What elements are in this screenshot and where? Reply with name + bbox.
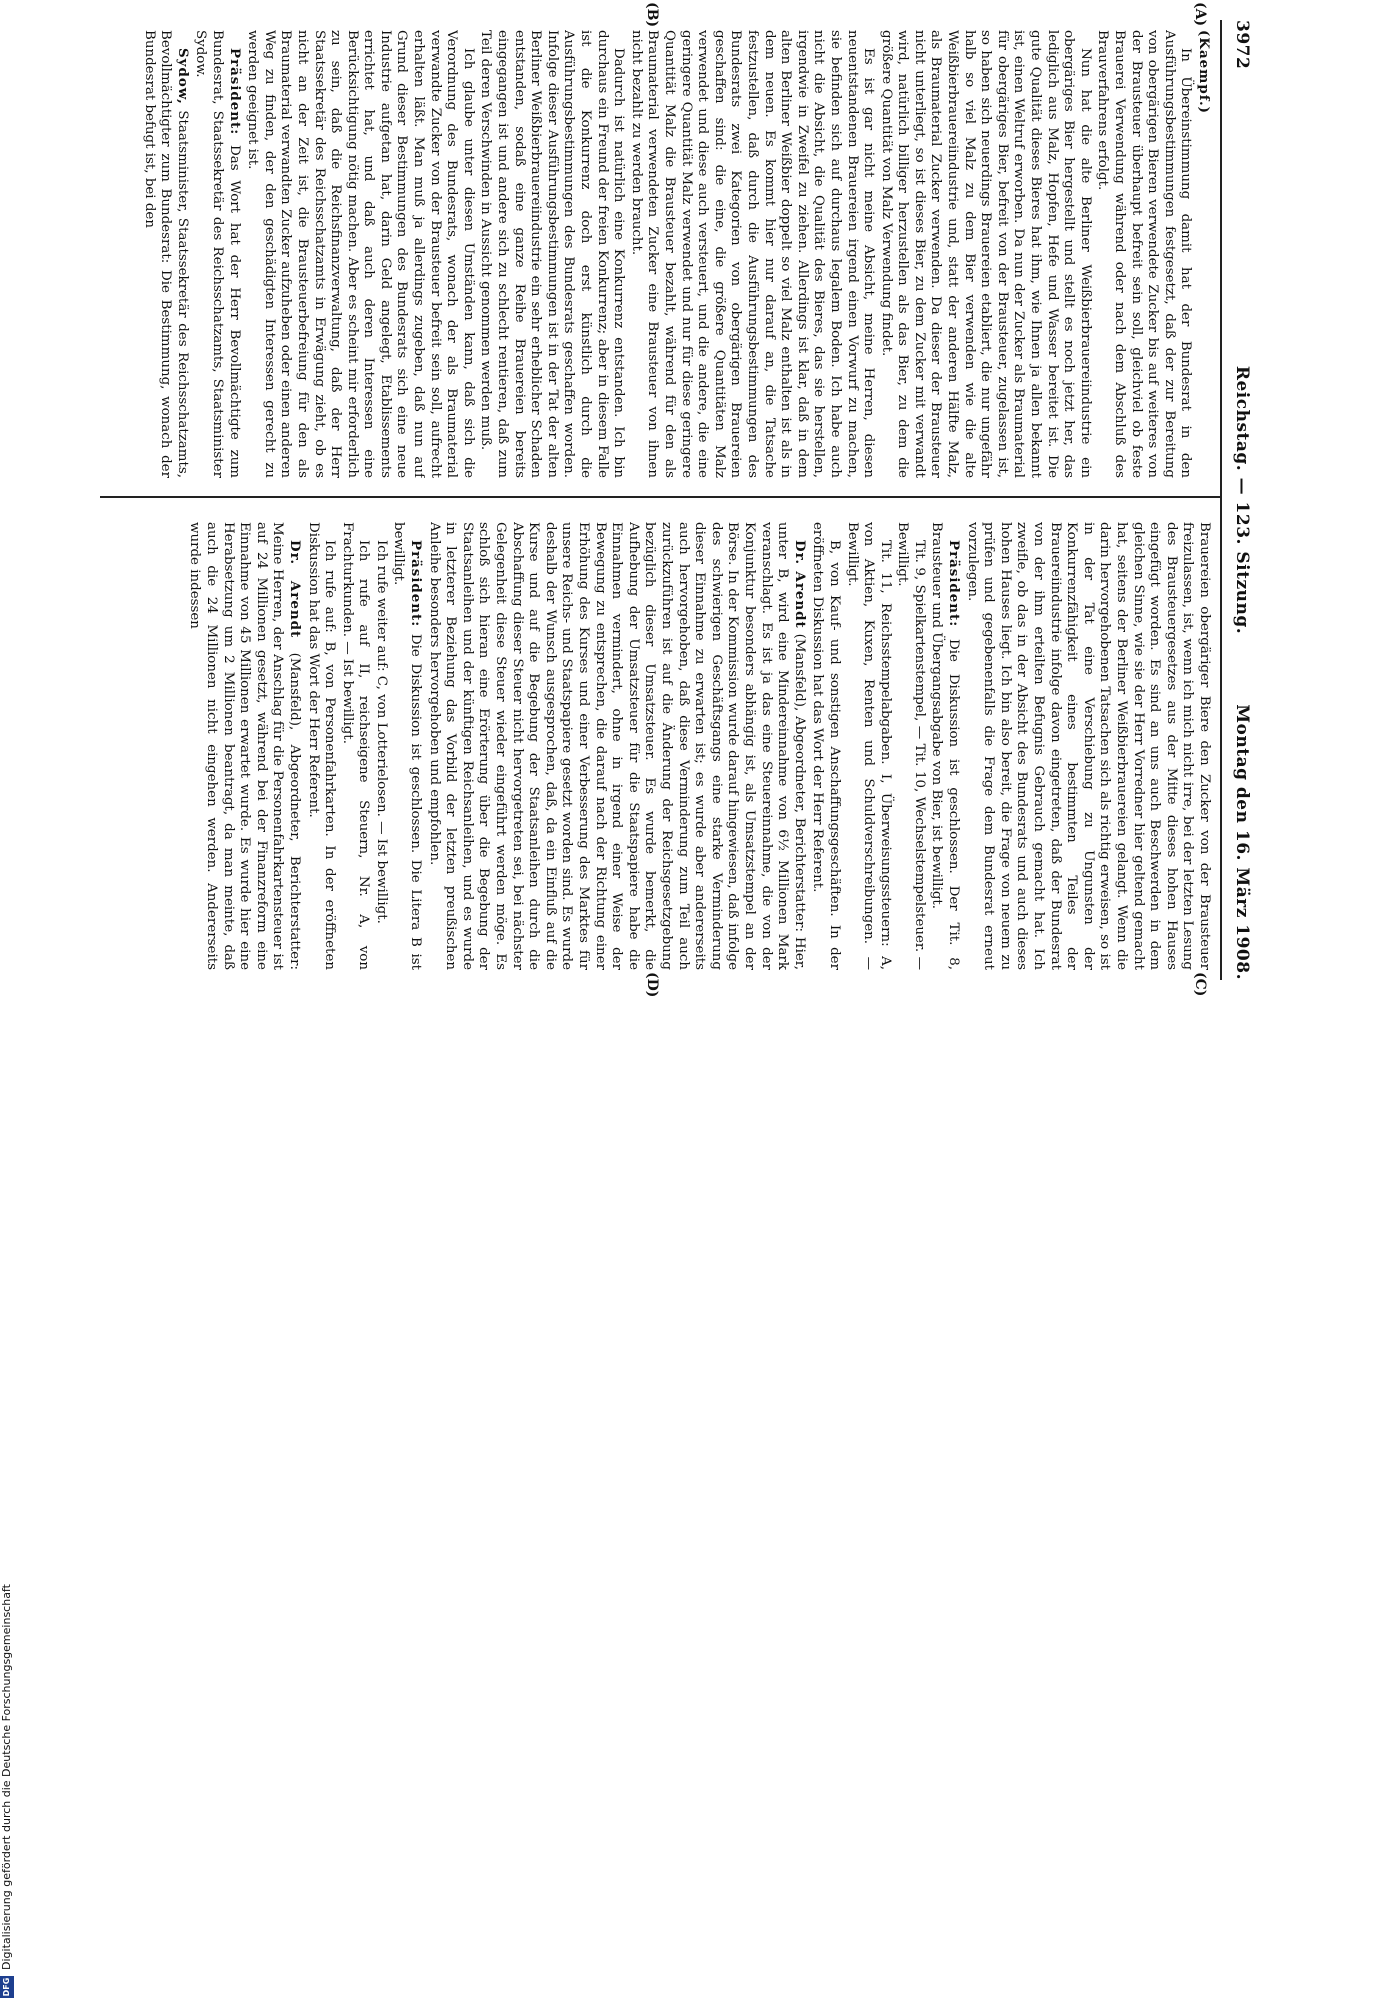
paragraph <box>140 30 191 478</box>
paragraph <box>186 522 303 970</box>
header-rule <box>1220 20 1222 980</box>
speaker-name: Präsident: <box>408 540 425 628</box>
paragraph <box>894 522 927 970</box>
speaker-name: Präsident: <box>946 540 963 628</box>
speaker-note <box>1194 30 1212 478</box>
paragraph <box>338 522 371 970</box>
paragraph-text: Die Diskussion ist geschlossen. Der Tit. 8, Brausteuer und Übergangsabgabe von Bier, ist bewilligt. <box>929 522 962 970</box>
session-title: Reichstag. — 123. Sitzung. <box>1232 365 1252 635</box>
paragraph-text: Ich rufe auf II, reichseigene Steuern, Nr. A, von Frachturkunden. — Ist bewilligt. <box>339 522 372 970</box>
paragraph <box>304 522 337 970</box>
paragraph <box>477 30 626 478</box>
page-number: 3972 <box>1232 20 1252 70</box>
paragraph-text: Staatsminister, Staatssekretär des Reichsschatzamts, Bevollmächtigter zum Bundesrat: Die Bestimmung, wonach der Bundesrat befugt ist, bei den <box>141 30 190 478</box>
paragraph-text: Die Diskussion ist geschlossen. Die Litera B ist bewilligt. <box>391 522 424 970</box>
paragraph-text: Ich glaube unter diesen Umständen kann, daß sich die Verordnung des Bundesrats, wonach der als Braumaterial verwandte Zucker von der Brausteuer befreit sein soll, aufrecht erhalten läßt. Man muß ja allerdings zugeben, daß nun auf Grund dieser Bestimmungen des Bundesrats sich eine neue Industrie aufgetan hat, darin Geld angelegt, Etablissements errichtet hat, und daß auch deren Interessen eine Berücksichtigung nötig machen. Aber es scheint mir erforderlich zu sein, daß die Reichsfinanzverwaltung, daß der Herr Staatssekretär des Reichsschatzamts in Erwägung zieht, ob es nicht an der Zeit ist, die Brausteuerbefreiung für den als Braumaterial verwandten Zucker aufzuheben oder einen anderen Weg zu finden, der den geschädigten Interessen gerecht zu werden geeignet ist. <box>245 30 476 478</box>
speaker-name: Dr. Arendt <box>286 540 303 639</box>
paragraph-text: In Übereinstimmung damit hat der Bundesrat in den Ausführungsbestimmungen festgesetzt, daß der zur Bereitung von obergärigen Bieren verwendete Zucker bis auf weiteres von der Brausteuer überhaupt befreit sein soll, gleichviel ob feste Brauerei Verwendung während oder nach dem Abschluß des Brauverfahrens erfolgt. <box>1095 30 1194 478</box>
margin-marker-b: (B) <box>644 2 660 28</box>
right-column <box>102 522 1212 970</box>
paragraph <box>1094 30 1194 478</box>
rotated-page <box>60 0 1300 1000</box>
paragraph-text: Brauereien obergäriger Biere den Zucker von der Brausteuer freizulassen, ist, wenn ich mich nicht irre, bei der letzten Lesung des Brausteuergesetzes aus der Mitte dieses hohen Hauses eingefügt worden. Es sind an uns auch Beschwerden in dem gleichen Sinne, wie sie der Herr Vorredner hier geltend gemacht hat, seitens der Berliner Weißbierbrauereien gelangt. Wenn die darin hervorgehobenen Tatsachen sich als richtig erweisen, so ist in der Tat eine Verschiebung zu Ungunsten der Konkurrenzfähigkeit eines bestimmten Teiles der Brauereiindustrie infolge davon eingetreten, daß der Bundesrat von der ihm erteilten Befugnis Gebrauch gemacht hat. Ich zweifle, ob das in der Absicht des Bundesrats und auch dieses hohen Hauses liegt. Ich bin also bereit, die Frage von neuem zu prüfen und gegebenenfalls die Frage dem Bundesrat erneut vorzulegen. <box>964 522 1212 970</box>
session-date: Montag den 16. März 1908. <box>1232 704 1252 980</box>
speaker-name: Dr. Arendt <box>791 540 808 629</box>
margin-marker-c: (C) <box>1192 972 1208 997</box>
paragraph <box>963 522 1212 970</box>
paragraph <box>372 522 389 970</box>
paragraph <box>192 30 243 478</box>
paragraph-text: Tit. 9, Spielkartenstempel, — Tit. 10, Wechselstempelsteuer. — Bewilligt. <box>895 522 927 970</box>
paragraph <box>425 522 808 970</box>
footer <box>0 1002 20 2000</box>
paragraph-text: Tit. 11, Reichsstempelabgaben. I, Überweisungssteuern: A, von Aktien, Kuxen, Renten und Schuldverschreibungen. — Bewilligt. <box>844 522 893 970</box>
paragraph-text: B, von Kauf- und sonstigen Anschaffungsgeschäften. In der eröffneten Diskussion hat das Wort der Herr Referent. <box>810 522 842 970</box>
paragraph <box>627 30 876 478</box>
paragraph <box>809 522 842 970</box>
paragraph-text: (Mansfeld), Abgeordneter, Berichterstatter: Meine Herren, der Anschlag für die Personenfahrkartensteuer ist auf 24 Millionen gesetzt, während bei der Finanzreform eine Einnahme von 45 Millionen erwartet wurde. Es wurde hier eine Herabsetzung um 2 Millionen beantragt, da man meinte, daß auch die 24 Millionen nicht eingehen werden. Andererseits wurde indessen <box>187 522 302 970</box>
paragraph-text: (Mansfeld), Abgeordneter, Berichterstatter: Hier, unter B, wird eine Mindereinnahme von 6½ Millionen Mark veranschlagt. Es ist ja das eine Steuereinnahme, die von der Konjunktur besonders abhängig ist, als Umsatzstempel an der Börse. In der Kommission wurde darauf hingewiesen, daß infolge des schwierigen Geschäftsgangs eine starke Verminderung dieser Einnahme zu erwarten ist; es wurde aber andererseits auch hervorgehoben, daß diese Verminderung zum Teil auch zurückzuführen ist auf die Änderung der Reichsgesetzgebung bezüglich dieser Umsatzsteuer. Es wurde bemerkt, die Aufhebung der Umsatzsteuer für die Staatspapiere habe die Einnahmen vermindert, ohne in irgend einer Weise der Bewegung zu entsprechen, die darauf nach der Richtung einer Erhöhung des Kurses und einer Verbesserung des Marktes für unsere Reichs- und Staatspapiere gesetzt worden sind. Es wurde deshalb der Wunsch ausgesprochen, daß, da ein Einfluß auf die Kurse und auf die Begebung der Staatsanleihen durch die Abschaffung dieser Steuer nicht hervorgetreten sei, bei nächster Gelegenheit diese Steuer wieder eingeführt werden möge. Es schloß sich hieran eine Erörterung über die Begebung der Staatsanleihen und der künftigen Reichsanleihen, und es wurde in letzterer Beziehung das Vorbild der letzten preußischen Anleihe besonders hervorgehoben und empfohlen. <box>426 522 807 970</box>
paragraph-text: Ich rufe auf: B, von Personenfahrkarten. In der eröffneten Diskussion hat das Wort der Herr Referent. <box>305 522 338 970</box>
speaker-name: Sydow, <box>174 48 191 105</box>
margin-marker-a: (A) <box>1192 2 1208 27</box>
page-header <box>1226 20 1252 980</box>
margin-marker-d: (D) <box>644 972 660 998</box>
paragraph <box>244 30 476 478</box>
paragraph-text: Nun hat die alte Berliner Weißbierbrauereiindustrie ein obergäriges Bier hergestellt und stellt es noch jetzt her, das lediglich aus Malz, Hopfen, Hefe und Wasser bereitet ist. Die gute Qualität dieses Bieres hat ihm, wie Ihnen ja allen bekannt ist, einen Weltruf erworben. Da nun der Zucker als Braumaterial für obergäriges Bier, befreit von der Brausteuer, zugelassen ist, so haben sich neuerdings Brauereien etabliert, die nur ungefähr halb so viel Malz zu dem Bier verwenden wie die alte Weißbierbrauereiindustrie und, statt der anderen Hälfte Malz, als Braumaterial Zucker verwenden. Da dieser der Brausteuer nicht unterliegt, so ist dieses Bier, zu dem Zucker mit verwandt wird, natürlich billiger herzustellen als das Bier, zu dem die größere Quantität von Malz Verwendung findet. <box>878 30 1093 478</box>
column-divider <box>100 496 1220 498</box>
left-column <box>102 30 1212 478</box>
paragraph-text: Das Wort hat der Herr Bevollmächtigte zum Bundesrat, Staatssekretär des Reichsschatzamts, Staatsminister Sydow. <box>193 30 242 478</box>
paragraph <box>928 522 962 970</box>
dfg-logo: DFG <box>0 1976 14 1998</box>
paragraph-text: Es ist gar nicht meine Absicht, meine Herren, diesen neuentstandenen Brauereien irgend einen Vorwurf zu machen, sie befinden sich auf durchaus legalem Boden. Ich habe auch nicht die Absicht, die Qualität des Bieres, das sie herstellen, irgendwie in Zweifel zu ziehen. Allerdings ist klar, daß in dem alten Berliner Weißbier doppelt so viel Malz enthalten ist als in dem neuen. Es kommt hier nur darauf an, die Tatsache festzustellen, daß durch die Ausführungsbestimmungen des Bundesrats zwei Kategorien von obergärigen Brauereien geschaffen sind: die eine, die größere Quantitäten Malz verwendet und diese auch versteuert, und die andere, die eine geringere Quantität Malz verwendet und nur für diese geringere Quantität Malz die Brausteuer bezahlt, während für den als Braumaterial verwendeten Zucker eine Brausteuer von ihnen nicht bezahlt zu werden braucht. <box>628 30 877 478</box>
footer-credit: Digitalisierung gefördert durch die Deutsche Forschungsgemeinschaft <box>0 1584 13 1970</box>
paragraph-text: Ich rufe weiter auf: C, von Lotterielosen. — Ist bewilligt. <box>373 540 389 924</box>
paragraph <box>843 522 893 970</box>
paragraph-text: Dadurch ist natürlich eine Konkurrenz entstanden. Ich bin durchaus ein Freund der freien Konkurrenz; aber in diesem Falle ist die Konkurrenz doch erst künstlich durch die Ausführungsbestimmungen des Bundesrats geschaffen worden. Infolge dieser Ausführungsbestimmungen ist in der Tat der alten Berliner Weißbierbrauereiindustrie ein sehr erheblicher Schaden entstanden, sodaß eine ganze Reihe Brauereien bereits eingegangen ist und andere sich zu schlecht rentieren, daß zum Teil deren Verschwinden in Aussicht genommen werden muß. <box>478 30 627 478</box>
speaker-name: Präsident: <box>226 48 243 136</box>
paragraph <box>877 30 1093 478</box>
speaker-name: (Kaempf.) <box>1196 30 1212 114</box>
paragraph <box>390 522 424 970</box>
